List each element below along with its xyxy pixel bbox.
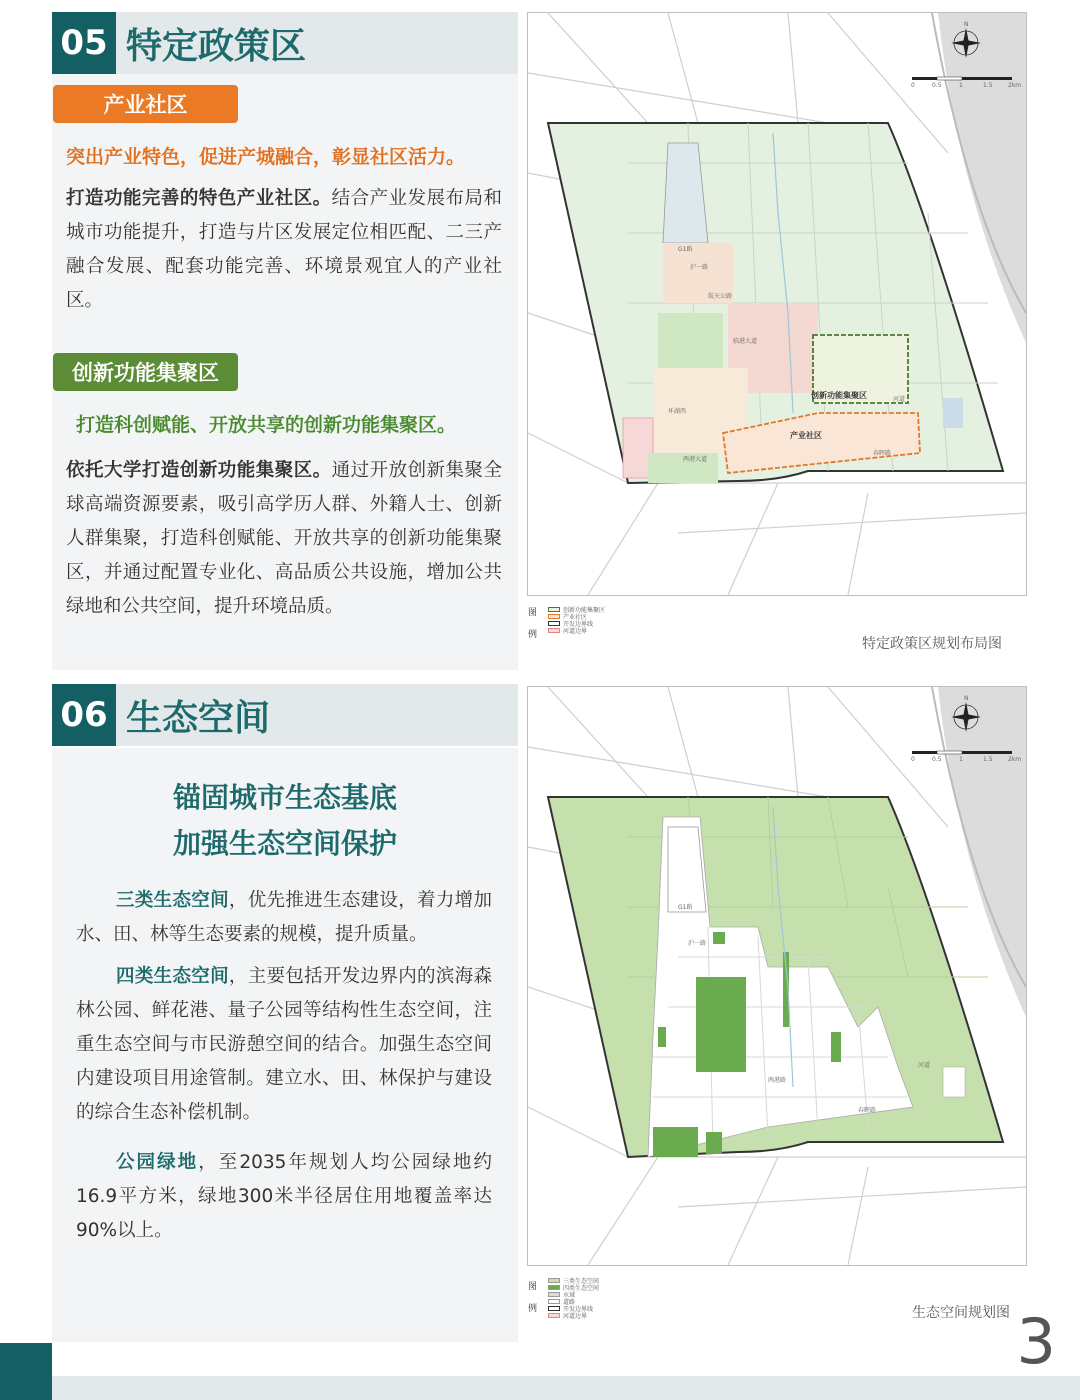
footer-accent-block — [0, 1343, 52, 1400]
policy-zone-map — [527, 12, 1027, 596]
park-green-label: 公园绿地 — [116, 1152, 199, 1173]
paragraph-eco-class3 — [76, 884, 492, 952]
paragraph-innovation-lead: 依托大学打造创新功能集聚区。 — [66, 460, 332, 481]
svg-text:临港大道: 临港大道 — [733, 338, 758, 345]
park-green-body: ，至2035年规划人均公园绿地约16.9平方米，绿地300米半径居住用地覆盖率达90%以上。 — [76, 1152, 492, 1241]
svg-text:0.5: 0.5 — [932, 756, 942, 763]
map2-legend-item: 三类生态空间 — [548, 1276, 599, 1285]
svg-text:0.5: 0.5 — [932, 82, 942, 89]
svg-text:1.5: 1.5 — [983, 756, 993, 763]
map1-legend-item: 创新功能集聚区 — [548, 605, 605, 614]
map2-legend-item: 水域 — [548, 1290, 575, 1299]
paragraph-innovation-body: 通过开放创新集聚全球高端资源要素，吸引高学历人群、外籍人士、创新人群集聚，打造科创赋能、开放共享的创新功能集聚区，并通过配置专业化、高品质公共设施，增加公共绿地和公共空间，提升环境品质。 — [66, 460, 502, 617]
heading-eco-2: 加强生态空间保护 — [172, 827, 397, 860]
svg-text:春晖路: 春晖路 — [873, 450, 892, 457]
paragraph-industrial — [66, 182, 502, 318]
svg-text:两港路: 两港路 — [768, 1077, 787, 1084]
map1-legend-item: 河道边界 — [548, 626, 587, 635]
section-05-title: 特定政策区 — [116, 12, 518, 74]
map1-label-industrial: 产业社区 — [790, 431, 822, 440]
svg-text:N: N — [964, 695, 969, 702]
eco-class3-label: 三类生态空间 — [116, 890, 229, 911]
map2-legend-item: 开发边界线 — [548, 1304, 593, 1313]
svg-text:1.5: 1.5 — [983, 82, 993, 89]
paragraph-eco-class4 — [76, 960, 492, 1130]
svg-text:2km: 2km — [1008, 756, 1022, 763]
map1-legend-item: 开发边界线 — [548, 619, 593, 628]
map2-legend-item: 四类生态空间 — [548, 1283, 599, 1292]
page-number: 3 — [1016, 1305, 1056, 1378]
svg-text:沪一路: 沪一路 — [688, 940, 707, 947]
slogan-innovation: 打造科创赋能、开放共享的创新功能集聚区。 — [76, 414, 457, 436]
paragraph-industrial-lead: 打造功能完善的特色产业社区。 — [66, 188, 332, 209]
map2-caption: 生态空间规划图 — [912, 1305, 1010, 1321]
footer-bar — [52, 1376, 1080, 1400]
svg-text:沪一路: 沪一路 — [690, 264, 709, 271]
svg-text:两港大道: 两港大道 — [683, 456, 708, 463]
section-06-number: 06 — [52, 684, 116, 746]
map2-legend-item: 道路 — [548, 1297, 575, 1306]
svg-text:0: 0 — [911, 82, 915, 89]
map1-legend-title: 图例 — [528, 608, 538, 640]
svg-text:环湖西: 环湖西 — [668, 408, 687, 415]
map1-caption: 特定政策区规划布局图 — [862, 636, 1002, 652]
svg-text:1: 1 — [959, 82, 963, 89]
eco-class3-body: ，优先推进生态建设，着力增加水、田、林等生态要素的规模，提升质量。 — [76, 890, 492, 945]
map2-legend-item: 河道边界 — [548, 1311, 587, 1320]
svg-text:G1路: G1路 — [678, 904, 693, 911]
eco-class4-label: 四类生态空间 — [116, 966, 229, 987]
tag-industrial-community: 产业社区 — [53, 85, 238, 123]
svg-text:N: N — [964, 21, 969, 28]
svg-text:G1路: G1路 — [678, 246, 693, 253]
svg-text:春晖路: 春晖路 — [858, 1107, 877, 1114]
svg-text:河道: 河道 — [893, 396, 906, 403]
section-06-title: 生态空间 — [116, 684, 518, 746]
slogan-industrial: 突出产业特色，促进产城融合，彰显社区活力。 — [66, 146, 466, 168]
svg-text:航天公路: 航天公路 — [708, 293, 733, 300]
tag-innovation-zone: 创新功能集聚区 — [53, 353, 238, 391]
svg-text:1: 1 — [959, 756, 963, 763]
map1-legend-item: 产业社区 — [548, 612, 587, 621]
map1-label-innovation: 创新功能集聚区 — [811, 391, 867, 400]
eco-class4-body: ，主要包括开发边界内的滨海森林公园、鲜花港、量子公园等结构性生态空间，注重生态空间与市民游憩空间的结合。加强生态空间内建设项目用途管制。建立水、田、林保护与建设的综合生态补偿机制。 — [76, 966, 492, 1123]
svg-text:河道: 河道 — [918, 1062, 931, 1069]
paragraph-industrial-body: 结合产业发展布局和城市功能提升，打造与片区发展定位相匹配、二三产融合发展、配套功能完善、环境景观宜人的产业社区。 — [66, 188, 502, 311]
paragraph-innovation — [66, 454, 502, 624]
svg-text:2km: 2km — [1008, 82, 1022, 89]
map2-legend-title: 图例 — [528, 1282, 538, 1314]
svg-text:0: 0 — [911, 756, 915, 763]
section-05-number: 05 — [52, 12, 116, 74]
eco-space-map — [527, 686, 1027, 1266]
paragraph-park-green — [76, 1146, 492, 1248]
heading-eco-1: 锚固城市生态基底 — [172, 781, 397, 814]
